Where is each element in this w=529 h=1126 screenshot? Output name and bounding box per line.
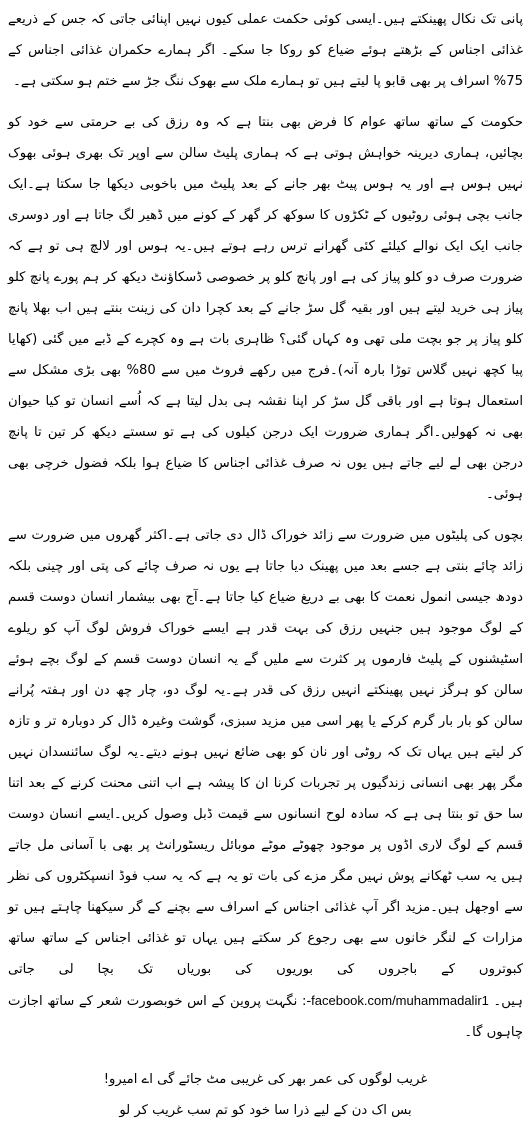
poem-line-1: غریب لوگوں کی عمر بھر کی غریبی مٹ جائے گی اے امیرو! bbox=[103, 1072, 428, 1087]
poem-block bbox=[8, 1064, 523, 1126]
article-closing-text: نگہت پروین کے اس خوبصورت شعر کے ساتھ اجازت چاہوں گا۔ bbox=[8, 994, 523, 1040]
article-page bbox=[8, 4, 523, 1118]
poem-line-2: بس اک دن کے لیے ذرا سا خود کو تم سب غریب کر لو bbox=[119, 1103, 412, 1118]
article-paragraph-3 bbox=[8, 520, 523, 1048]
facebook-link[interactable]: facebook.com/muhammadalir1 bbox=[311, 993, 489, 1008]
article-paragraph-1: پانی تک نکال پھینکتے ہیں۔ایسی کوئی حکمت عملی کیوں نہیں اپنائی جاتی کہ جس کے ذریعے غذائی اجناس کے بڑھتے ہوئے ضیاع کو روکا جا سکے۔ اگر ہمارے حکمران غذائی اجناس کے 75% اسراف پر بھی قابو پا لیتے ہیں تو ہمارے ملک سے بھوک ننگ جڑ سے ختم ہو سکتی ہے۔ bbox=[8, 12, 523, 89]
article-dash: -: bbox=[301, 994, 312, 1009]
article-paragraph-2: حکومت کے ساتھ ساتھ عوام کا فرض بھی بنتا ہے کہ وہ رزق کی بے حرمتی سے خود کو بچائیں، ہماری دیرینہ خواہش ہوتی ہے کہ ہماری پلیٹ سالن سے اوپر تک بھری ہوئی بھوک نہیں ہوس ہے اور یہ ہوس پیٹ بھر جانے کے بعد پلیٹ میں باخوبی دیکھا جا سکتا ہے۔ایک جانب بچی ہوئی روٹیوں کے ٹکڑوں کا سوکھ کر گھر کے کونے میں ڈھیر لگ جاتا ہے اور دوسری جانب ایک ایک نوالے کیلئے کئی گھرانے ترس رہے ہوتے ہیں۔یہ ہوس اور لالچ ہی تو ہے کہ ضرورت صرف دو کلو پیاز کی ہے اور پانچ کلو پر خصوصی ڈسکاؤنٹ دیکھ کر ہم پورے پانچ کلو پیاز ہی خرید لیتے ہیں اور بقیہ گل سڑ جانے کے بعد کچرا دان کی زینت بنتے ہیں اب بھلا پانچ کلو پیاز پر جو بچت ملی تھی وہ کہاں گئی؟ ظاہری بات ہے وہ کچرے کے ڈبے میں گئی (کھایا پیا کچھ نہیں گلاس توڑا بارہ آنہ)۔فرج میں رکھے فروٹ میں سے 80% بھی بڑی مشکل سے استعمال ہوتا ہے اور باقی گل سڑ کر اپنا نقشہ ہی بدل لیتا ہے کہ اُسے انسان تو کیا حیوان بھی نہ کھولیں۔اگر ہماری ضرورت ایک درجن کیلوں کی ہے تو سستے دیکھ کر تین تا پانچ درجن بھی لے لیے جاتے ہیں یوں نہ صرف غذائی اجناس کا ضیاع ہوا بلکہ فضول خرچی بھی ہوئی۔ bbox=[8, 115, 523, 502]
article-paragraph-3-text: بچوں کی پلیٹوں میں ضرورت سے زائد خوراک ڈال دی جاتی ہے۔اکثر گھروں میں ضرورت سے زائد چائے بنتی ہے جسے بعد میں پھینک دیا جاتا ہے یوں نہ صرف چائے کی پتی اور چینی بلکہ دودھ جیسی انمول نعمت کا بھی بے دریغ ضیاع کیا جاتا ہے۔آج بھی بیشمار انسان دوست قسم کے لوگ موجود ہیں جنہیں رزق کی بہت قدر ہے ایسے خوراک فروش لوگ آپ کو ریلوے اسٹیشنوں کے پلیٹ فارموں پر کثرت سے ملیں گے یہ انسان دوست قسم کے لوگ بچے ہوئے سالن کو ہرگز نہیں پھینکتے انہیں رزق کی قدر ہے۔یہ لوگ دو، چار چھ دن اور ہفتہ پُرانے سالن کو بار بار گرم کرکے یا پھر اسی میں مزید سبزی، گوشت وغیرہ ڈال کر دوبارہ تر و تازہ کر لیتے ہیں یہاں تک کہ روٹی اور نان کو بھی ضائع نہیں ہونے دیتے۔یہ لوگ سائنسدان نہیں مگر پھر بھی انسانی زندگیوں پر تجربات کرنا ان کا پیشہ ہے اب اتنی محنت کرنے کے بعد اتنا سا حق تو بنتا ہی ہے کہ سادہ لوح انسانوں سے قیمت ڈبل وصول کریں۔ایسے انسان دوست قسم کے لوگ لاری اڈوں پر موجود چھوٹے موٹے موبائل ریسٹورانٹ پر بھی با آسانی مل جاتے ہیں یہ سب ٹھکانے پوش نہیں مگر مزے کی بات تو یہ ہے کہ یہ سب فوڈ انسپکٹروں کی نظر سے اوجھل ہیں۔مزید اگر آپ غذائی اجناس کے اسراف سے بچنے کے گر سیکھنا چاہتے ہیں تو مزارات کے لنگر خانوں سے بھی رجوع کر سکتے ہیں یہاں تو غذائی اجناس کے ساتھ ساتھ کبوتروں کے باجروں کی بوریوں کی بوریاں تک بچا لی جاتی ہیں۔ bbox=[8, 528, 523, 1009]
